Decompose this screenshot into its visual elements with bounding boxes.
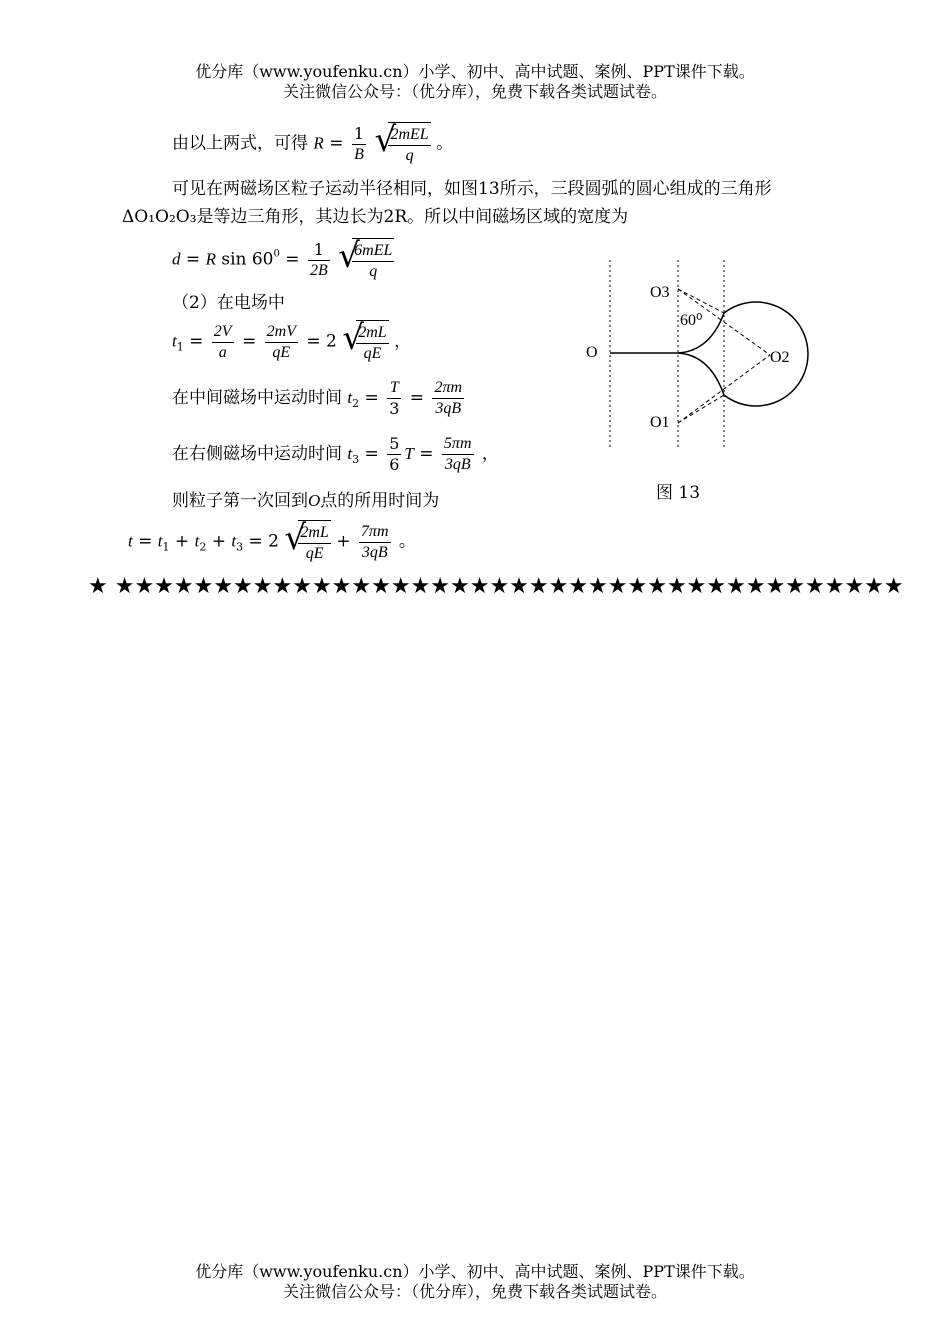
figure-caption: 图 13: [656, 483, 701, 503]
sqrt-2mEL-q: √ $\frac{\text{2mEL}}{q}$: [374, 120, 429, 164]
figure-13-diagram: [580, 255, 830, 455]
formula-radius: 由以上两式，可得 R = $\frac{1}{B}$ √ $\frac{\text{2mEL}}{q}$ 。: [172, 120, 454, 164]
line-O1-arc: [678, 395, 724, 423]
label-O1: O1: [650, 414, 670, 431]
label-O2: O2: [770, 349, 790, 366]
footer-line-1: 优分库（www.youfenku.cn）小学、初中、高中试题、案例、PPT课件下载。: [195, 1262, 755, 1281]
formula-t2: 在中间磁场中运动时间 $t_2$ = $\frac{T}{3}$ = $\frac{2\pi m}{3qB}$: [172, 379, 463, 418]
formula-width: d = R $\sin 60^0$ = $\frac{1}{2B}$ √ $\frac{\text{6mEL}}{q}$: [172, 236, 393, 280]
label-angle-60: 60⁰: [680, 312, 703, 329]
label-O: O: [586, 344, 598, 361]
line-O3-arc: [678, 289, 724, 313]
page-header: [0, 62, 950, 102]
text-paragraph-2-line-2: ΔO₁O₂O₃是等边三角形，其边长为2R。所以中间磁场区域的宽度为: [122, 207, 629, 227]
header-line-2: 关注微信公众号：（优分库），免费下载各类试题试卷。: [282, 82, 667, 101]
text-derivation-intro: 由以上两式，可得: [172, 133, 308, 154]
text-part-2: （2）在电场中: [172, 293, 285, 313]
frac-1-over-B: $\frac{1}{B}$: [353, 123, 365, 163]
label-O3: O3: [650, 284, 670, 301]
page-footer: [0, 1262, 950, 1302]
path-arc-lower: [678, 353, 724, 395]
star-divider: ★ ★★★★★★★★★★★★★★★★★★★★★★★★★★★★★★★★★★★★★★★★: [88, 574, 904, 599]
formula-t3: 在右侧磁场中运动时间 $t_3$ = $\frac{5}{6}$ T = $\frac{5\pi m}{3qB}$ ，: [172, 434, 499, 474]
footer-line-2: 关注微信公众号：（优分库），免费下载各类试题试卷。: [282, 1282, 667, 1301]
formula-t1: $t_1$ = $\frac{2V}{a}$ = $\frac{2mV}{qE}$ = 2 √ $\frac{2mL}{qE}$ ，: [172, 318, 412, 362]
path-circle-right: [724, 302, 808, 406]
formula-total-time: $t = t_1 + t_2 + t_3 = 2$ √ $\frac{2mL}{qE}$ + $\frac{7\pi m}{3qB}$ 。: [128, 518, 416, 562]
text-paragraph-2-line-1: 可见在两磁场区粒子运动半径相同，如图13所示，三段圆弧的圆心组成的三角形: [172, 179, 772, 199]
header-line-1: 优分库（www.youfenku.cn）小学、初中、高中试题、案例、PPT课件下载。: [195, 62, 755, 81]
eq-R: R: [313, 133, 324, 153]
text-total-time-intro: 则粒子第一次回到O点的所用时间为: [172, 491, 440, 511]
